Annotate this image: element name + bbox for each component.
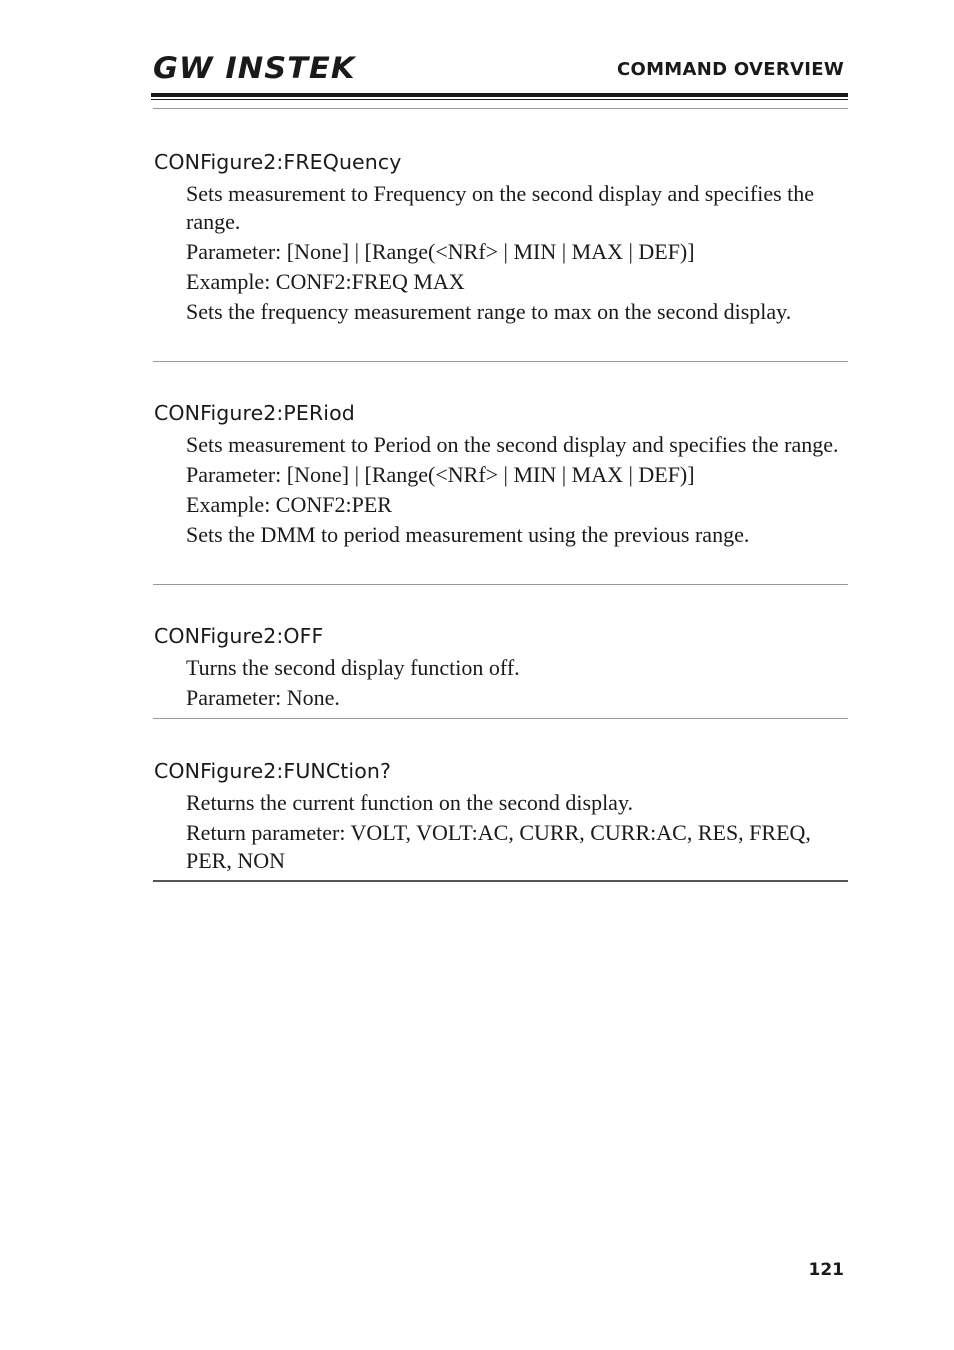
command-parameter: Parameter: None.	[186, 685, 340, 710]
command-body-period	[186, 431, 846, 551]
command-body-function	[186, 789, 846, 877]
command-description: Sets measurement to Period on the second display and specifies the range.	[186, 432, 839, 457]
command-title-function: CONFigure2:FUNCtion?	[154, 759, 391, 783]
command-title-period: CONFigure2:PERiod	[154, 401, 355, 425]
command-description: Sets measurement to Frequency on the second display and specifies the range.	[186, 181, 815, 234]
command-parameter: Parameter: [None] | [Range(<NRf> | MIN | MAX | DEF)]	[186, 462, 695, 487]
section-divider	[153, 361, 848, 362]
section-divider-bottom	[153, 880, 848, 882]
command-body-off	[186, 654, 846, 714]
command-title-frequency: CONFigure2:FREQuency	[154, 150, 402, 174]
brand-logo: GW INSTEK	[153, 51, 356, 85]
header-rule-thick	[151, 93, 848, 97]
command-example: Example: CONF2:FREQ MAX	[186, 269, 465, 294]
section-divider	[153, 108, 848, 109]
command-description: Turns the second display function off.	[186, 655, 520, 680]
section-title: COMMAND OVERVIEW	[616, 59, 844, 80]
command-return-parameter: Return parameter: VOLT, VOLT:AC, CURR, CURR:AC, RES, FREQ, PER, NON	[186, 820, 811, 873]
command-example: Example: CONF2:PER	[186, 492, 392, 517]
header-rule-thin	[151, 99, 848, 100]
command-parameter: Parameter: [None] | [Range(<NRf> | MIN | MAX | DEF)]	[186, 239, 695, 264]
command-description: Returns the current function on the second display.	[186, 790, 634, 815]
section-divider	[153, 718, 848, 719]
section-divider	[153, 584, 848, 585]
command-example-note: Sets the DMM to period measurement using the previous range.	[186, 522, 750, 547]
page-number: 121	[808, 1260, 844, 1280]
command-body-frequency	[186, 180, 846, 328]
command-title-off: CONFigure2:OFF	[154, 624, 324, 648]
command-example-note: Sets the frequency measurement range to max on the second display.	[186, 299, 792, 324]
